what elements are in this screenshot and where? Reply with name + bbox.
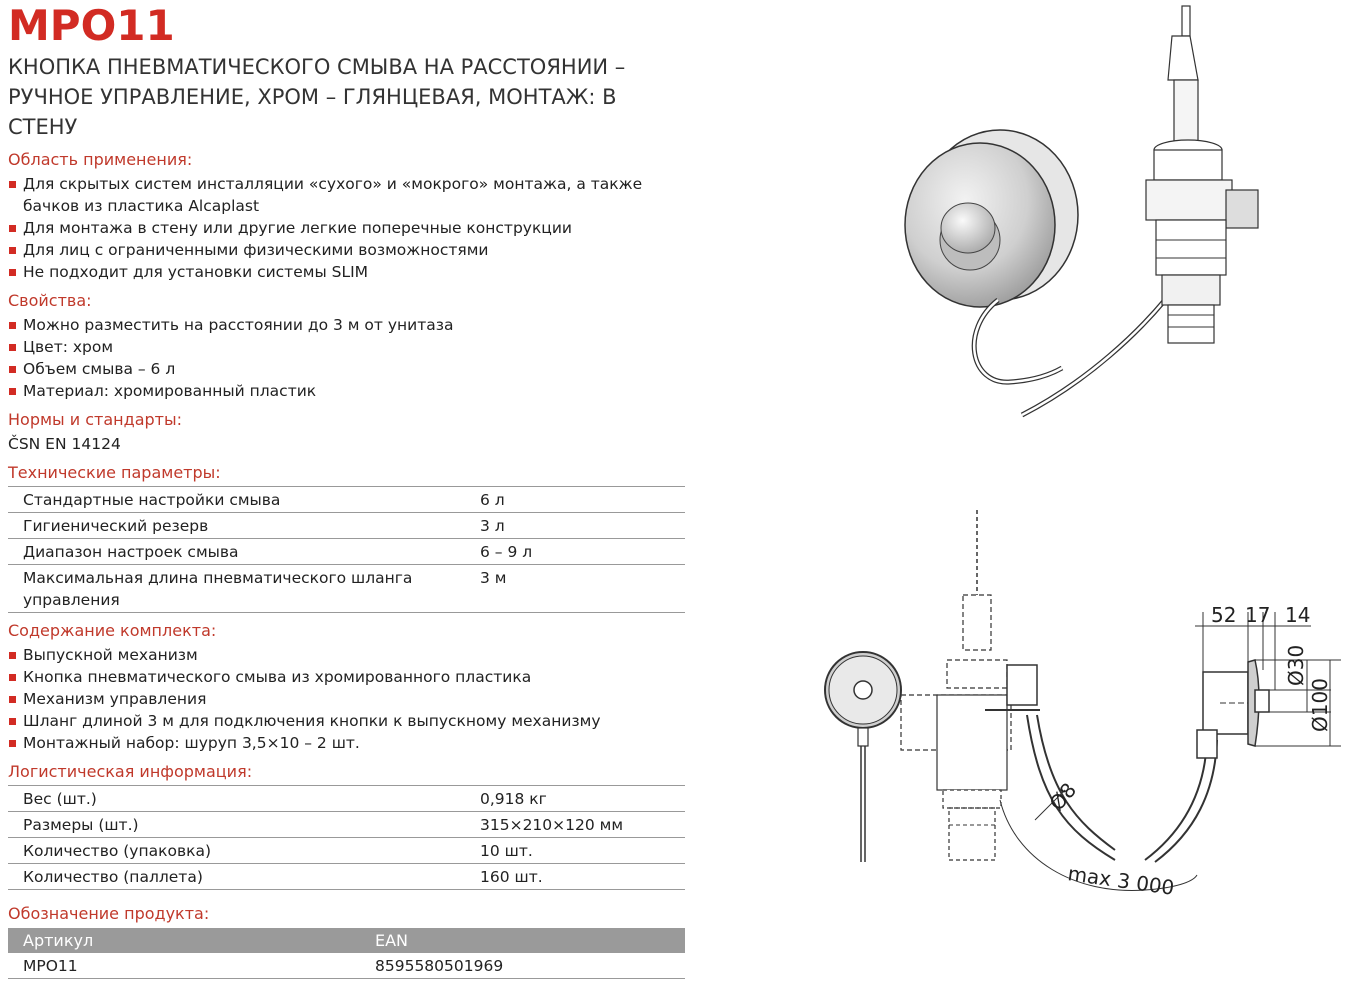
- tech-table: [8, 486, 685, 613]
- table-row: [8, 513, 685, 539]
- dim-d100: Ø100: [1308, 678, 1332, 732]
- tech-label: Гигиенический резерв: [8, 513, 480, 539]
- logistics-table: [8, 785, 685, 890]
- standards-heading: Нормы и стандарты:: [8, 410, 182, 429]
- table-row: [8, 838, 685, 864]
- list-item: Не подходит для установки системы SLIM: [8, 261, 688, 283]
- properties-list: [8, 314, 688, 402]
- kit-heading: Содержание комплекта:: [8, 621, 217, 640]
- list-item: Шланг длиной 3 м для подключения кнопки к выпускному механизму: [8, 710, 688, 732]
- tech-value: 6 л: [480, 487, 685, 513]
- technical-drawing: [815, 500, 1345, 920]
- logistics-value: 160 шт.: [480, 864, 685, 890]
- tech-heading: Технические параметры:: [8, 463, 221, 482]
- knob: [941, 203, 995, 253]
- dim-d8: Ø8: [1044, 777, 1082, 816]
- col-article: Артикул: [8, 928, 375, 953]
- float-clip: [1168, 36, 1198, 80]
- kit-list: [8, 644, 688, 754]
- logistics-label: Количество (упаковка): [8, 838, 480, 864]
- tech-label: Диапазон настроек смыва: [8, 539, 480, 565]
- application-list: [8, 173, 688, 283]
- list-item: Кнопка пневматического смыва из хромированного пластика: [8, 666, 688, 688]
- tech-value: 6 – 9 л: [480, 539, 685, 565]
- table-row: [8, 864, 685, 890]
- standards-value: ČSN EN 14124: [8, 435, 121, 453]
- dim-d30: Ø30: [1284, 644, 1308, 686]
- list-item: Механизм управления: [8, 688, 688, 710]
- designation-heading: Обозначение продукта:: [8, 904, 210, 923]
- spec-column: [8, 0, 688, 979]
- designation-table: [8, 928, 685, 979]
- list-item: Для лиц с ограниченными физическими возможностями: [8, 239, 688, 261]
- valve-body: [1146, 180, 1232, 220]
- logistics-value: 0,918 кг: [480, 786, 685, 812]
- ean-value: 8595580501969: [375, 953, 685, 979]
- actuator-box: [1226, 190, 1258, 228]
- tech-value: 3 л: [480, 513, 685, 539]
- logistics-label: Вес (шт.): [8, 786, 480, 812]
- dim-14: 14: [1285, 603, 1311, 627]
- table-row: [8, 487, 685, 513]
- actuator: [1007, 665, 1037, 705]
- list-item: Объем смыва – 6 л: [8, 358, 688, 380]
- logistics-label: Размеры (шт.): [8, 812, 480, 838]
- tech-label: Стандартные настройки смыва: [8, 487, 480, 513]
- properties-heading: Свойства:: [8, 291, 92, 310]
- logistics-label: Количество (паллета): [8, 864, 480, 890]
- table-row: [8, 812, 685, 838]
- dim-52: 52: [1211, 603, 1237, 627]
- list-item: Материал: хромированный пластик: [8, 380, 688, 402]
- table-row: [8, 786, 685, 812]
- application-heading: Область применения:: [8, 150, 193, 169]
- tech-label: Максимальная длина пневматического шланга управления: [8, 565, 480, 613]
- article-value: MPO11: [8, 953, 375, 979]
- hose-long: [1022, 300, 1165, 415]
- logistics-value: 315×210×120 мм: [480, 812, 685, 838]
- dim-17: 17: [1245, 603, 1271, 627]
- table-header-row: [8, 928, 685, 953]
- list-item: Выпускной механизм: [8, 644, 688, 666]
- table-row: [8, 565, 685, 613]
- logistics-heading: Логистическая информация:: [8, 762, 253, 781]
- product-code: MPO11: [8, 1, 175, 50]
- logistics-value: 10 шт.: [480, 838, 685, 864]
- product-illustration: [890, 0, 1290, 430]
- dim-max-length: max 3 000: [1066, 861, 1176, 900]
- list-item: Для скрытых систем инсталляции «сухого» и «мокрого» монтажа, а также бачков из пластика Alcaplast: [8, 173, 688, 217]
- table-row: [8, 953, 685, 979]
- valve-outlet: [1168, 305, 1214, 343]
- tech-value: 3 м: [480, 565, 685, 613]
- list-item: Цвет: хром: [8, 336, 688, 358]
- product-title: КНОПКА ПНЕВМАТИЧЕСКОГО СМЫВА НА РАССТОЯНИИ – РУЧНОЕ УПРАВЛЕНИЕ, ХРОМ – ГЛЯНЦЕВАЯ, МОНТАЖ: В СТЕНУ: [8, 55, 626, 139]
- col-ean: EAN: [375, 928, 685, 953]
- list-item: Для монтажа в стену или другие легкие поперечные конструкции: [8, 217, 688, 239]
- valve-outline: [947, 660, 1007, 688]
- table-row: [8, 539, 685, 565]
- list-item: Монтажный набор: шуруп 3,5×10 – 2 шт.: [8, 732, 688, 754]
- list-item: Можно разместить на расстоянии до 3 м от унитаза: [8, 314, 688, 336]
